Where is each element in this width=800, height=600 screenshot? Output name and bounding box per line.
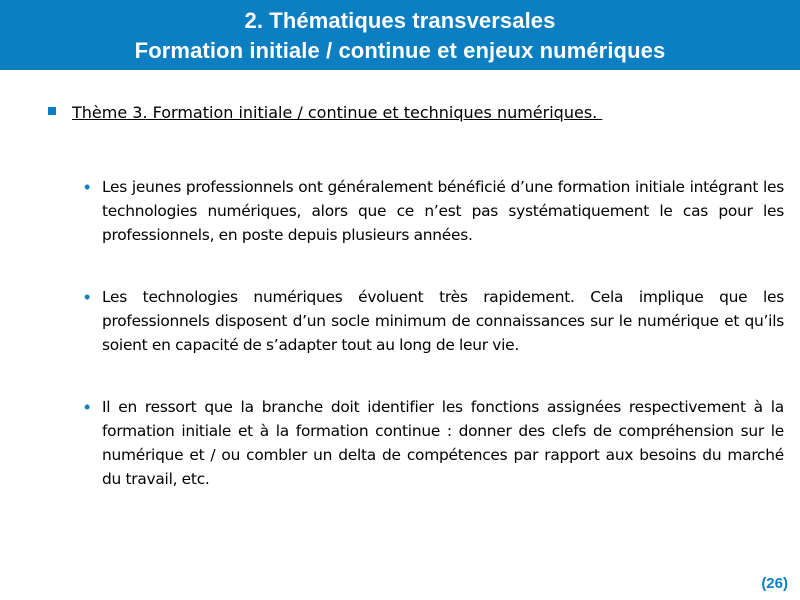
bullet-text: Les jeunes professionnels ont généralement bénéficié d’une formation initiale intégrant les technologies numériques, alors que ce n’est pas systématiquement le cas pour les professionnels, en poste depuis plusieurs années. <box>102 178 784 244</box>
theme-heading-text: Thème 3. Formation initiale / continue et techniques numériques. <box>72 103 603 122</box>
bullet-list <box>84 175 784 529</box>
dot-bullet-icon: • <box>84 177 91 197</box>
bullet-text: Il en ressort que la branche doit identifier les fonctions assignées respectivement à la formation initiale et à la formation continue : donner des clefs de compréhension sur le numérique et / ou combler un delta de compétences par rapport aux besoins du marché du travail, etc. <box>102 398 784 488</box>
page-number: (26) <box>761 575 788 592</box>
square-bullet-icon <box>48 107 56 115</box>
theme-heading <box>48 102 788 126</box>
list-item <box>84 395 784 491</box>
dot-bullet-icon: • <box>84 397 91 417</box>
slide-title-line-2: Formation initiale / continue et enjeux numériques <box>134 38 666 63</box>
dot-bullet-icon: • <box>84 287 91 307</box>
list-item <box>84 285 784 357</box>
bullet-text: Les technologies numériques évoluent très rapidement. Cela implique que les professionnels disposent d’un socle minimum de connaissances sur le numérique et qu’ils soient en capacité de s’adapter tout au long de leur vie. <box>102 288 784 354</box>
list-item <box>84 175 784 247</box>
slide-title-line-1: 2. Thématiques transversales <box>244 8 556 33</box>
slide-header <box>0 0 800 70</box>
